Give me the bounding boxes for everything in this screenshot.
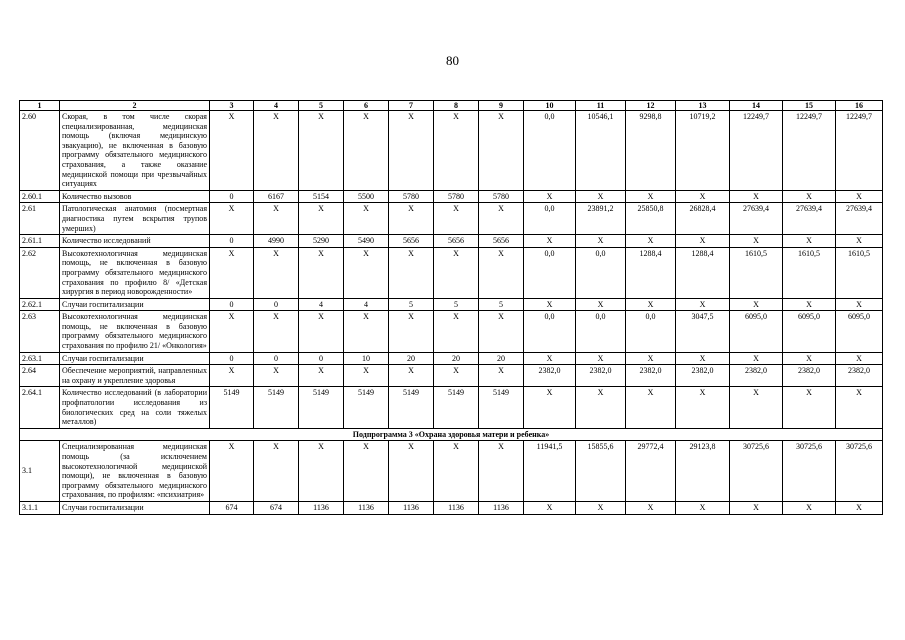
row-value: 5290 — [299, 235, 344, 248]
row-value: X — [210, 365, 254, 387]
row-value: 5149 — [299, 387, 344, 428]
row-value: X — [299, 311, 344, 352]
row-value: 0,0 — [524, 111, 576, 191]
header-cell: 5 — [299, 101, 344, 111]
row-value: 10 — [344, 352, 389, 365]
row-value: X — [389, 441, 434, 502]
row-value: X — [299, 365, 344, 387]
header-cell: 12 — [626, 101, 676, 111]
row-value: 5656 — [434, 235, 479, 248]
row-value: 3047,5 — [676, 311, 730, 352]
row-code: 2.60 — [20, 111, 60, 191]
row-value: X — [524, 235, 576, 248]
row-value: X — [524, 298, 576, 311]
row-value: X — [210, 311, 254, 352]
row-value: 20 — [389, 352, 434, 365]
row-code: 3.1 — [20, 441, 60, 502]
row-value: 27639,4 — [783, 203, 836, 235]
row-value: X — [434, 203, 479, 235]
header-cell: 4 — [254, 101, 299, 111]
row-value: 5149 — [210, 387, 254, 428]
row-value: X — [254, 247, 299, 298]
table-row — [20, 365, 883, 387]
row-value: 5 — [434, 298, 479, 311]
row-value: 2382,0 — [783, 365, 836, 387]
row-value: X — [576, 190, 626, 203]
row-code: 2.62.1 — [20, 298, 60, 311]
row-description: Патологическая анатомия (посмертная диагностика путем вскрытия трупов умерших) — [60, 203, 210, 235]
row-value: X — [730, 298, 783, 311]
row-value: 5149 — [479, 387, 524, 428]
row-value: 0 — [210, 190, 254, 203]
row-value: 0,0 — [524, 311, 576, 352]
row-value: X — [524, 501, 576, 514]
row-value: 29123,8 — [676, 441, 730, 502]
row-description: Количество исследований (в лаборатории профпатологии исследования из биологических сред на соли тяжелых металлов) — [60, 387, 210, 428]
row-value: 4990 — [254, 235, 299, 248]
row-value: X — [576, 298, 626, 311]
row-value: X — [626, 190, 676, 203]
table-row — [20, 235, 883, 248]
row-value: X — [836, 235, 883, 248]
row-value: X — [434, 441, 479, 502]
row-value: 5656 — [389, 235, 434, 248]
subprogram-title: Подпрограмма 3 «Охрана здоровья матери и ребенка» — [20, 428, 883, 441]
header-cell: 2 — [60, 101, 210, 111]
table-row — [20, 298, 883, 311]
row-value: X — [524, 387, 576, 428]
row-description: Специализированная медицинская помощь (за исключением высокотехнологичной медицинской помощи), не включенная в базовую программу обязательного медицинского страхования, по профилям: «психиатрия» — [60, 441, 210, 502]
header-cell: 7 — [389, 101, 434, 111]
header-cell: 16 — [836, 101, 883, 111]
row-value: 5780 — [434, 190, 479, 203]
row-value: X — [344, 441, 389, 502]
row-value: X — [434, 111, 479, 191]
row-value: X — [576, 235, 626, 248]
row-value: X — [434, 365, 479, 387]
row-description: Случаи госпитализации — [60, 298, 210, 311]
row-value: X — [626, 352, 676, 365]
row-value: 1610,5 — [783, 247, 836, 298]
row-value: 2382,0 — [524, 365, 576, 387]
row-value: X — [783, 298, 836, 311]
row-value: 5656 — [479, 235, 524, 248]
row-value: X — [576, 387, 626, 428]
row-value: X — [524, 190, 576, 203]
row-value: X — [730, 387, 783, 428]
header-cell: 14 — [730, 101, 783, 111]
row-value: X — [254, 365, 299, 387]
row-value: X — [479, 203, 524, 235]
row-value: 0,0 — [576, 311, 626, 352]
row-value: X — [626, 298, 676, 311]
row-value: X — [254, 203, 299, 235]
row-value: 5490 — [344, 235, 389, 248]
row-value: 30725,6 — [783, 441, 836, 502]
row-value: X — [434, 247, 479, 298]
row-value: X — [299, 247, 344, 298]
row-value: 6095,0 — [836, 311, 883, 352]
row-value: 4 — [344, 298, 389, 311]
row-value: 1610,5 — [730, 247, 783, 298]
row-value: 1136 — [479, 501, 524, 514]
row-value: X — [434, 311, 479, 352]
row-value: 6095,0 — [783, 311, 836, 352]
row-value: X — [389, 365, 434, 387]
header-cell: 9 — [479, 101, 524, 111]
row-value: X — [479, 365, 524, 387]
row-value: 6167 — [254, 190, 299, 203]
table-row — [20, 387, 883, 428]
row-value: X — [524, 352, 576, 365]
row-description: Случаи госпитализации — [60, 352, 210, 365]
table-row — [20, 311, 883, 352]
row-value: X — [676, 235, 730, 248]
row-value: X — [299, 203, 344, 235]
row-value: X — [676, 352, 730, 365]
row-value: X — [344, 111, 389, 191]
header-cell: 11 — [576, 101, 626, 111]
row-value: X — [836, 352, 883, 365]
row-description: Количество исследований — [60, 235, 210, 248]
row-value: 1136 — [434, 501, 479, 514]
table-row — [20, 501, 883, 514]
row-value: X — [730, 235, 783, 248]
row-value: 15855,6 — [576, 441, 626, 502]
row-value: 12249,7 — [783, 111, 836, 191]
row-value: X — [344, 247, 389, 298]
row-code: 3.1.1 — [20, 501, 60, 514]
row-value: X — [344, 365, 389, 387]
row-value: X — [479, 441, 524, 502]
row-value: X — [389, 111, 434, 191]
row-code: 2.61 — [20, 203, 60, 235]
row-value: X — [626, 235, 676, 248]
row-value: 0 — [210, 352, 254, 365]
row-value: X — [210, 247, 254, 298]
row-value: 0 — [254, 298, 299, 311]
row-code: 2.62 — [20, 247, 60, 298]
row-code: 2.64.1 — [20, 387, 60, 428]
row-value: 1288,4 — [626, 247, 676, 298]
table-row — [20, 247, 883, 298]
row-value: X — [676, 298, 730, 311]
row-value: 1288,4 — [676, 247, 730, 298]
row-value: 29772,4 — [626, 441, 676, 502]
row-code: 2.63.1 — [20, 352, 60, 365]
row-value: 0 — [299, 352, 344, 365]
row-value: 5149 — [254, 387, 299, 428]
row-code: 2.63 — [20, 311, 60, 352]
row-value: 2382,0 — [836, 365, 883, 387]
header-cell: 13 — [676, 101, 730, 111]
row-value: 5500 — [344, 190, 389, 203]
row-value: 26828,4 — [676, 203, 730, 235]
row-value: X — [389, 311, 434, 352]
row-value: X — [836, 190, 883, 203]
row-value: 2382,0 — [576, 365, 626, 387]
row-value: 10546,1 — [576, 111, 626, 191]
row-value: 2382,0 — [730, 365, 783, 387]
row-description: Высокотехнологичная медицинская помощь, не включенная в базовую программу обязательного медицинского страхования по профилю 21/ «Онкология» — [60, 311, 210, 352]
row-value: 11941,5 — [524, 441, 576, 502]
row-value: 1610,5 — [836, 247, 883, 298]
row-value: X — [576, 352, 626, 365]
row-value: 2382,0 — [676, 365, 730, 387]
row-value: X — [479, 111, 524, 191]
page-number: 80 — [446, 53, 459, 68]
row-code: 2.64 — [20, 365, 60, 387]
table-row — [20, 203, 883, 235]
row-description: Высокотехнологичная медицинская помощь, не включенная в базовую программу обязательного медицинского страхования по профилю 8/ «Детская хирургия в период новорожденности» — [60, 247, 210, 298]
row-value: 6095,0 — [730, 311, 783, 352]
row-value: X — [344, 203, 389, 235]
row-value: 27639,4 — [836, 203, 883, 235]
row-description: Случаи госпитализации — [60, 501, 210, 514]
row-value: 1136 — [344, 501, 389, 514]
row-value: 5 — [389, 298, 434, 311]
row-value: X — [626, 387, 676, 428]
table-header-row — [20, 101, 883, 111]
row-value: 674 — [254, 501, 299, 514]
row-value: X — [676, 190, 730, 203]
row-value: X — [626, 501, 676, 514]
row-value: X — [299, 441, 344, 502]
row-value: X — [730, 352, 783, 365]
row-value: 1136 — [389, 501, 434, 514]
row-value: 10719,2 — [676, 111, 730, 191]
header-cell: 10 — [524, 101, 576, 111]
row-value: X — [389, 247, 434, 298]
row-value: X — [344, 311, 389, 352]
row-value: X — [210, 203, 254, 235]
row-value: X — [254, 111, 299, 191]
row-value: 0,0 — [626, 311, 676, 352]
header-cell: 1 — [20, 101, 60, 111]
row-value: 5 — [479, 298, 524, 311]
row-value: X — [299, 111, 344, 191]
row-value: 4 — [299, 298, 344, 311]
table-row — [20, 352, 883, 365]
row-description: Количество вызовов — [60, 190, 210, 203]
row-value: 0,0 — [576, 247, 626, 298]
row-value: 674 — [210, 501, 254, 514]
row-value: X — [389, 203, 434, 235]
table-row — [20, 111, 883, 191]
row-value: 0,0 — [524, 203, 576, 235]
row-value: X — [676, 501, 730, 514]
row-value: 30725,6 — [730, 441, 783, 502]
row-value: 0 — [254, 352, 299, 365]
subprogram-row — [20, 428, 883, 441]
table-row — [20, 190, 883, 203]
row-value: 12249,7 — [836, 111, 883, 191]
header-cell: 3 — [210, 101, 254, 111]
row-value: X — [730, 501, 783, 514]
row-value: 0,0 — [524, 247, 576, 298]
row-value: 9298,8 — [626, 111, 676, 191]
row-value: 12249,7 — [730, 111, 783, 191]
row-value: 5149 — [344, 387, 389, 428]
row-value: 0 — [210, 235, 254, 248]
row-value: 5149 — [389, 387, 434, 428]
row-code: 2.60.1 — [20, 190, 60, 203]
header-cell: 6 — [344, 101, 389, 111]
row-value: 23891,2 — [576, 203, 626, 235]
row-value: 5154 — [299, 190, 344, 203]
row-value: 5149 — [434, 387, 479, 428]
row-value: X — [576, 501, 626, 514]
row-value: X — [783, 235, 836, 248]
row-value: X — [210, 111, 254, 191]
header-cell: 15 — [783, 101, 836, 111]
row-value: 5780 — [479, 190, 524, 203]
row-value: 1136 — [299, 501, 344, 514]
row-value: 25850,8 — [626, 203, 676, 235]
row-description: Обеспечение мероприятий, направленных на охрану и укрепление здоровья — [60, 365, 210, 387]
row-value: X — [783, 501, 836, 514]
row-value: 2382,0 — [626, 365, 676, 387]
row-value: X — [479, 247, 524, 298]
row-value: X — [254, 441, 299, 502]
row-value: 20 — [479, 352, 524, 365]
row-code: 2.61.1 — [20, 235, 60, 248]
row-value: X — [210, 441, 254, 502]
row-value: 27639,4 — [730, 203, 783, 235]
row-value: 0 — [210, 298, 254, 311]
row-value: X — [783, 387, 836, 428]
table-row — [20, 441, 883, 502]
row-value: X — [783, 352, 836, 365]
row-value: X — [676, 387, 730, 428]
row-value: 30725,6 — [836, 441, 883, 502]
row-value: X — [836, 501, 883, 514]
row-value: X — [479, 311, 524, 352]
row-value: X — [254, 311, 299, 352]
row-value: X — [783, 190, 836, 203]
row-value: X — [836, 298, 883, 311]
header-cell: 8 — [434, 101, 479, 111]
row-value: X — [730, 190, 783, 203]
data-table — [19, 100, 883, 515]
row-value: X — [836, 387, 883, 428]
row-description: Скорая, в том числе скорая специализированная, медицинская помощь (включая медицинскую эвакуацию), не включенная в базовую программу обязательного медицинского страхования, а также оказание медицинской помощи при чрезвычайных ситуациях — [60, 111, 210, 191]
row-value: 5780 — [389, 190, 434, 203]
row-value: 20 — [434, 352, 479, 365]
